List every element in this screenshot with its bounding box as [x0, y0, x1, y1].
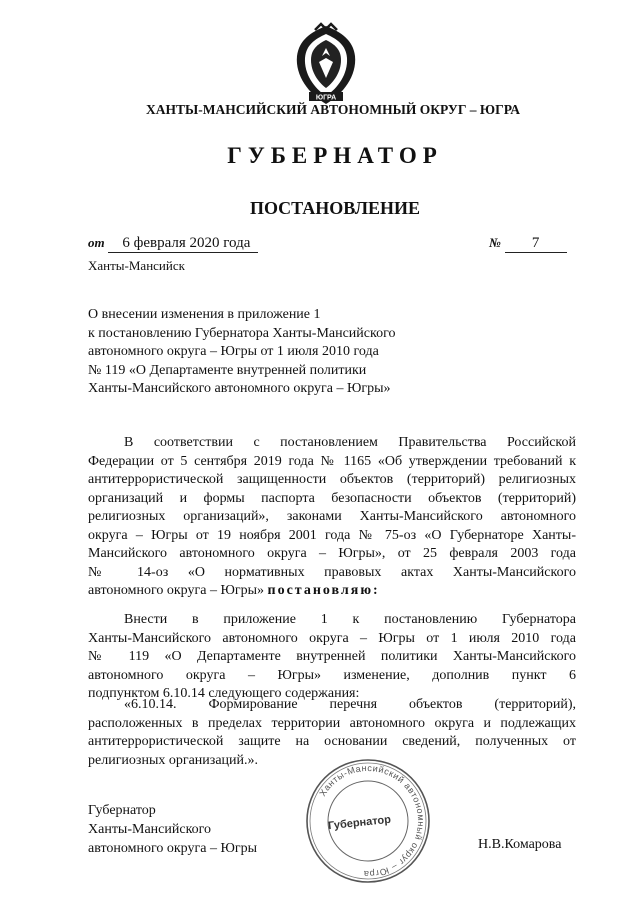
page-title: ГУБЕРНАТОР — [227, 143, 443, 168]
date-row — [88, 235, 258, 253]
paragraph-line: антитеррористической защищенности объектов (территорий) религиозных — [88, 472, 576, 487]
document-type: ПОСТАНОВЛЕНИЕ — [249, 198, 421, 218]
paragraph-line: Мансийского автономного округа – Югры», от 25 февраля 2003 года — [88, 546, 576, 561]
paragraph-line: округа – Югры от 19 ноября 2001 года № 75-оз «О Губернаторе Ханты- — [88, 527, 576, 543]
paragraph-line: религиозных организаций», законами Ханты-Мансийского автономного — [88, 509, 576, 524]
paragraph-line: № 14-оз «О нормативных правовых актах Ханты-Мансийского — [88, 564, 576, 580]
paragraph-line: расположенных в пределах территории автономного округа и подлежащих — [88, 715, 576, 731]
city: Ханты-Мансийск — [88, 258, 185, 273]
decree-word: постановляю: — [267, 583, 380, 598]
stamp-ring-text: Ханты-Мансийский автономный округ – Югра — [317, 762, 427, 880]
signatory-name: Н.В.Комарова — [478, 837, 562, 852]
paragraph-line-text: автономного округа – Югры» — [88, 583, 264, 598]
amendment-paragraph — [88, 611, 576, 704]
signature-line: Ханты-Мансийского — [88, 822, 212, 837]
paragraph-line: В соответствии с постановлением Правительства Российской — [124, 435, 576, 450]
stamp-center-text: Губернатор — [327, 813, 392, 833]
paragraph-line: «6.10.14. Формирование перечня объектов (территорий), — [124, 697, 576, 712]
paragraph-line: подпунктом 6.10.14 следующего содержания: — [88, 686, 360, 701]
number-prefix: № — [489, 235, 501, 250]
emblem-ribbon-text: ЮГРА — [315, 94, 337, 102]
date-prefix: от — [88, 235, 105, 250]
preamble-paragraph — [88, 434, 576, 601]
number-row — [489, 235, 567, 253]
signature-line: Губернатор — [88, 803, 156, 818]
subject-line: № 119 «О Департаменте внутренней политики — [88, 362, 367, 378]
coat-of-arms-emblem — [291, 22, 361, 108]
document-subject — [88, 306, 448, 399]
subject-line: Ханты-Мансийского автономного округа – Югры» — [88, 381, 391, 396]
signature-position — [88, 801, 257, 858]
signature-line: автономного округа – Югры — [88, 841, 257, 856]
subject-line: О внесении изменения в приложение 1 — [88, 307, 321, 322]
paragraph-line: Федерации от 5 сентября 2019 года № 1165 «Об утверждении требований к — [88, 453, 576, 469]
paragraph-line: автономного округа – Югры» изменение, дополнив пункт 6 — [88, 667, 576, 683]
paragraph-line: № 119 «О Департаменте внутренней политики Ханты-Мансийского — [88, 649, 576, 664]
document-date: 6 февраля 2020 года — [108, 235, 258, 253]
paragraph-line: антитеррористической защите на основании сведений, полученных от — [88, 734, 576, 749]
paragraph-line: организаций и формы паспорта безопасности объектов (территорий) — [88, 490, 576, 506]
paragraph-line: Ханты-Мансийского автономного округа – Югры от 1 июля 2010 года — [88, 630, 576, 646]
subject-line: к постановлению Губернатора Ханты-Мансийского — [88, 325, 396, 341]
subject-line: автономного округа – Югры от 1 июля 2010 года — [88, 344, 379, 359]
document-number: 7 — [505, 235, 567, 253]
paragraph-line — [88, 582, 576, 601]
paragraph-line: Внести в приложение 1 к постановлению Губернатора — [124, 612, 576, 627]
paragraph-line: религиозных организаций.». — [88, 752, 259, 768]
region-name: ХАНТЫ-МАНСИЙСКИЙ АВТОНОМНЫЙ ОКРУГ – ЮГРА — [146, 102, 520, 117]
